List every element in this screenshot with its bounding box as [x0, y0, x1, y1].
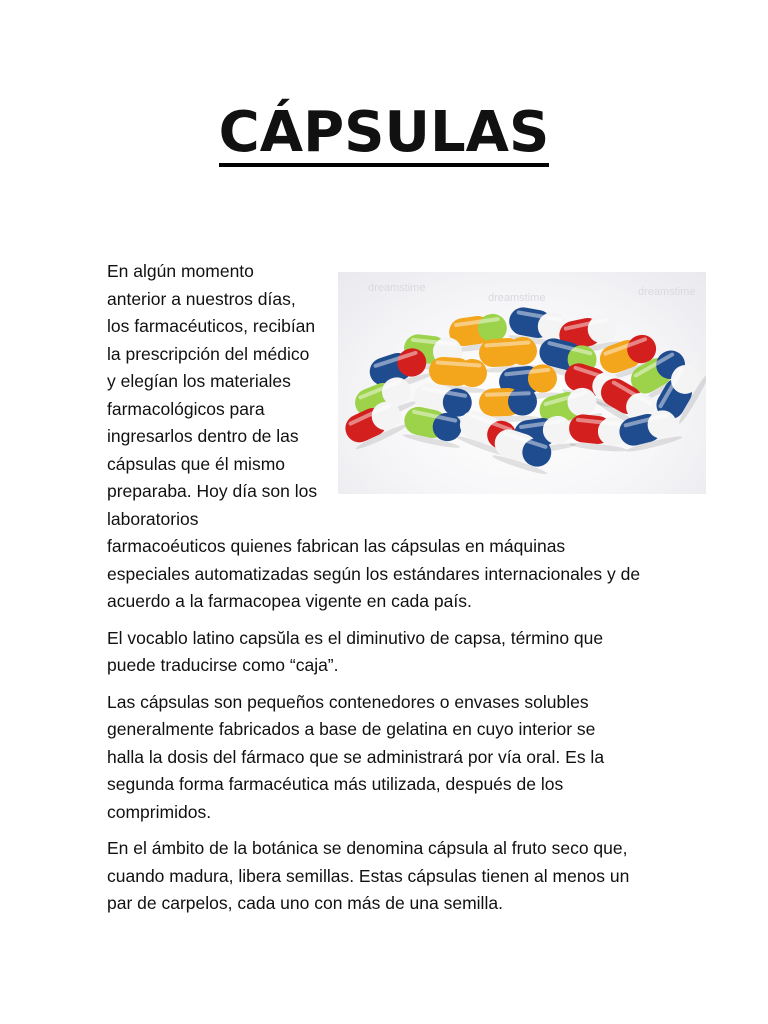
paragraph-3	[107, 689, 687, 827]
watermark: dreamstime	[368, 282, 426, 294]
text-line: halla la dosis del fármaco que se administrará por vía oral. Es la	[107, 746, 605, 767]
text-line: preparaba. Hoy día son los	[107, 481, 318, 501]
text-line: los farmacéuticos, recibían	[107, 316, 316, 336]
article-body	[107, 258, 687, 918]
text-line: cápsulas que él mismo	[107, 453, 285, 474]
text-line: farmacoéuticos quienes fabrican las cápsulas en máquinas	[107, 536, 566, 556]
paragraph-4	[107, 835, 687, 918]
paragraph-2	[107, 625, 687, 680]
text-line: farmacológicos para	[107, 398, 265, 419]
paragraph-1-continued	[107, 533, 687, 616]
text-line: En el ámbito de la botánica se denomina cápsula al fruto seco que,	[107, 838, 628, 858]
text-line: la prescripción del médico	[107, 343, 310, 364]
text-line: El vocablo latino capsŭla es el diminutivo de capsa, término que	[107, 627, 604, 648]
text-line: ingresarlos dentro de las	[107, 426, 299, 446]
text-line: par de carpelos, cada uno con más de una semilla.	[107, 893, 503, 913]
watermark: dreamstime	[488, 292, 546, 304]
text-line: anterior a nuestros días,	[107, 288, 296, 309]
text-line: segunda forma farmacéutica más utilizada, después de los	[107, 774, 564, 794]
watermark: dreamstime	[638, 286, 696, 298]
text-line: especiales automatizadas según los estándares internacionales y de	[107, 563, 641, 584]
page-title	[0, 100, 768, 167]
paragraph-1-wrapped	[107, 258, 337, 533]
text-line: comprimidos.	[107, 801, 212, 822]
text-line: cuando madura, libera semillas. Estas cápsulas tienen al menos un	[107, 865, 630, 886]
text-line: acuerdo a la farmacopea vigente en cada país.	[107, 591, 472, 611]
text-line: puede traducirse como “caja”.	[107, 655, 339, 675]
page-title-text: CÁPSULAS	[218, 100, 550, 165]
text-line: Las cápsulas son pequeños contenedores o envases solubles	[107, 691, 589, 712]
text-line: laboratorios	[107, 508, 199, 529]
text-line: En algún momento	[107, 261, 254, 281]
text-line: y elegían los materiales	[107, 371, 291, 391]
text-line: generalmente fabricados a base de gelatina en cuyo interior se	[107, 719, 596, 739]
